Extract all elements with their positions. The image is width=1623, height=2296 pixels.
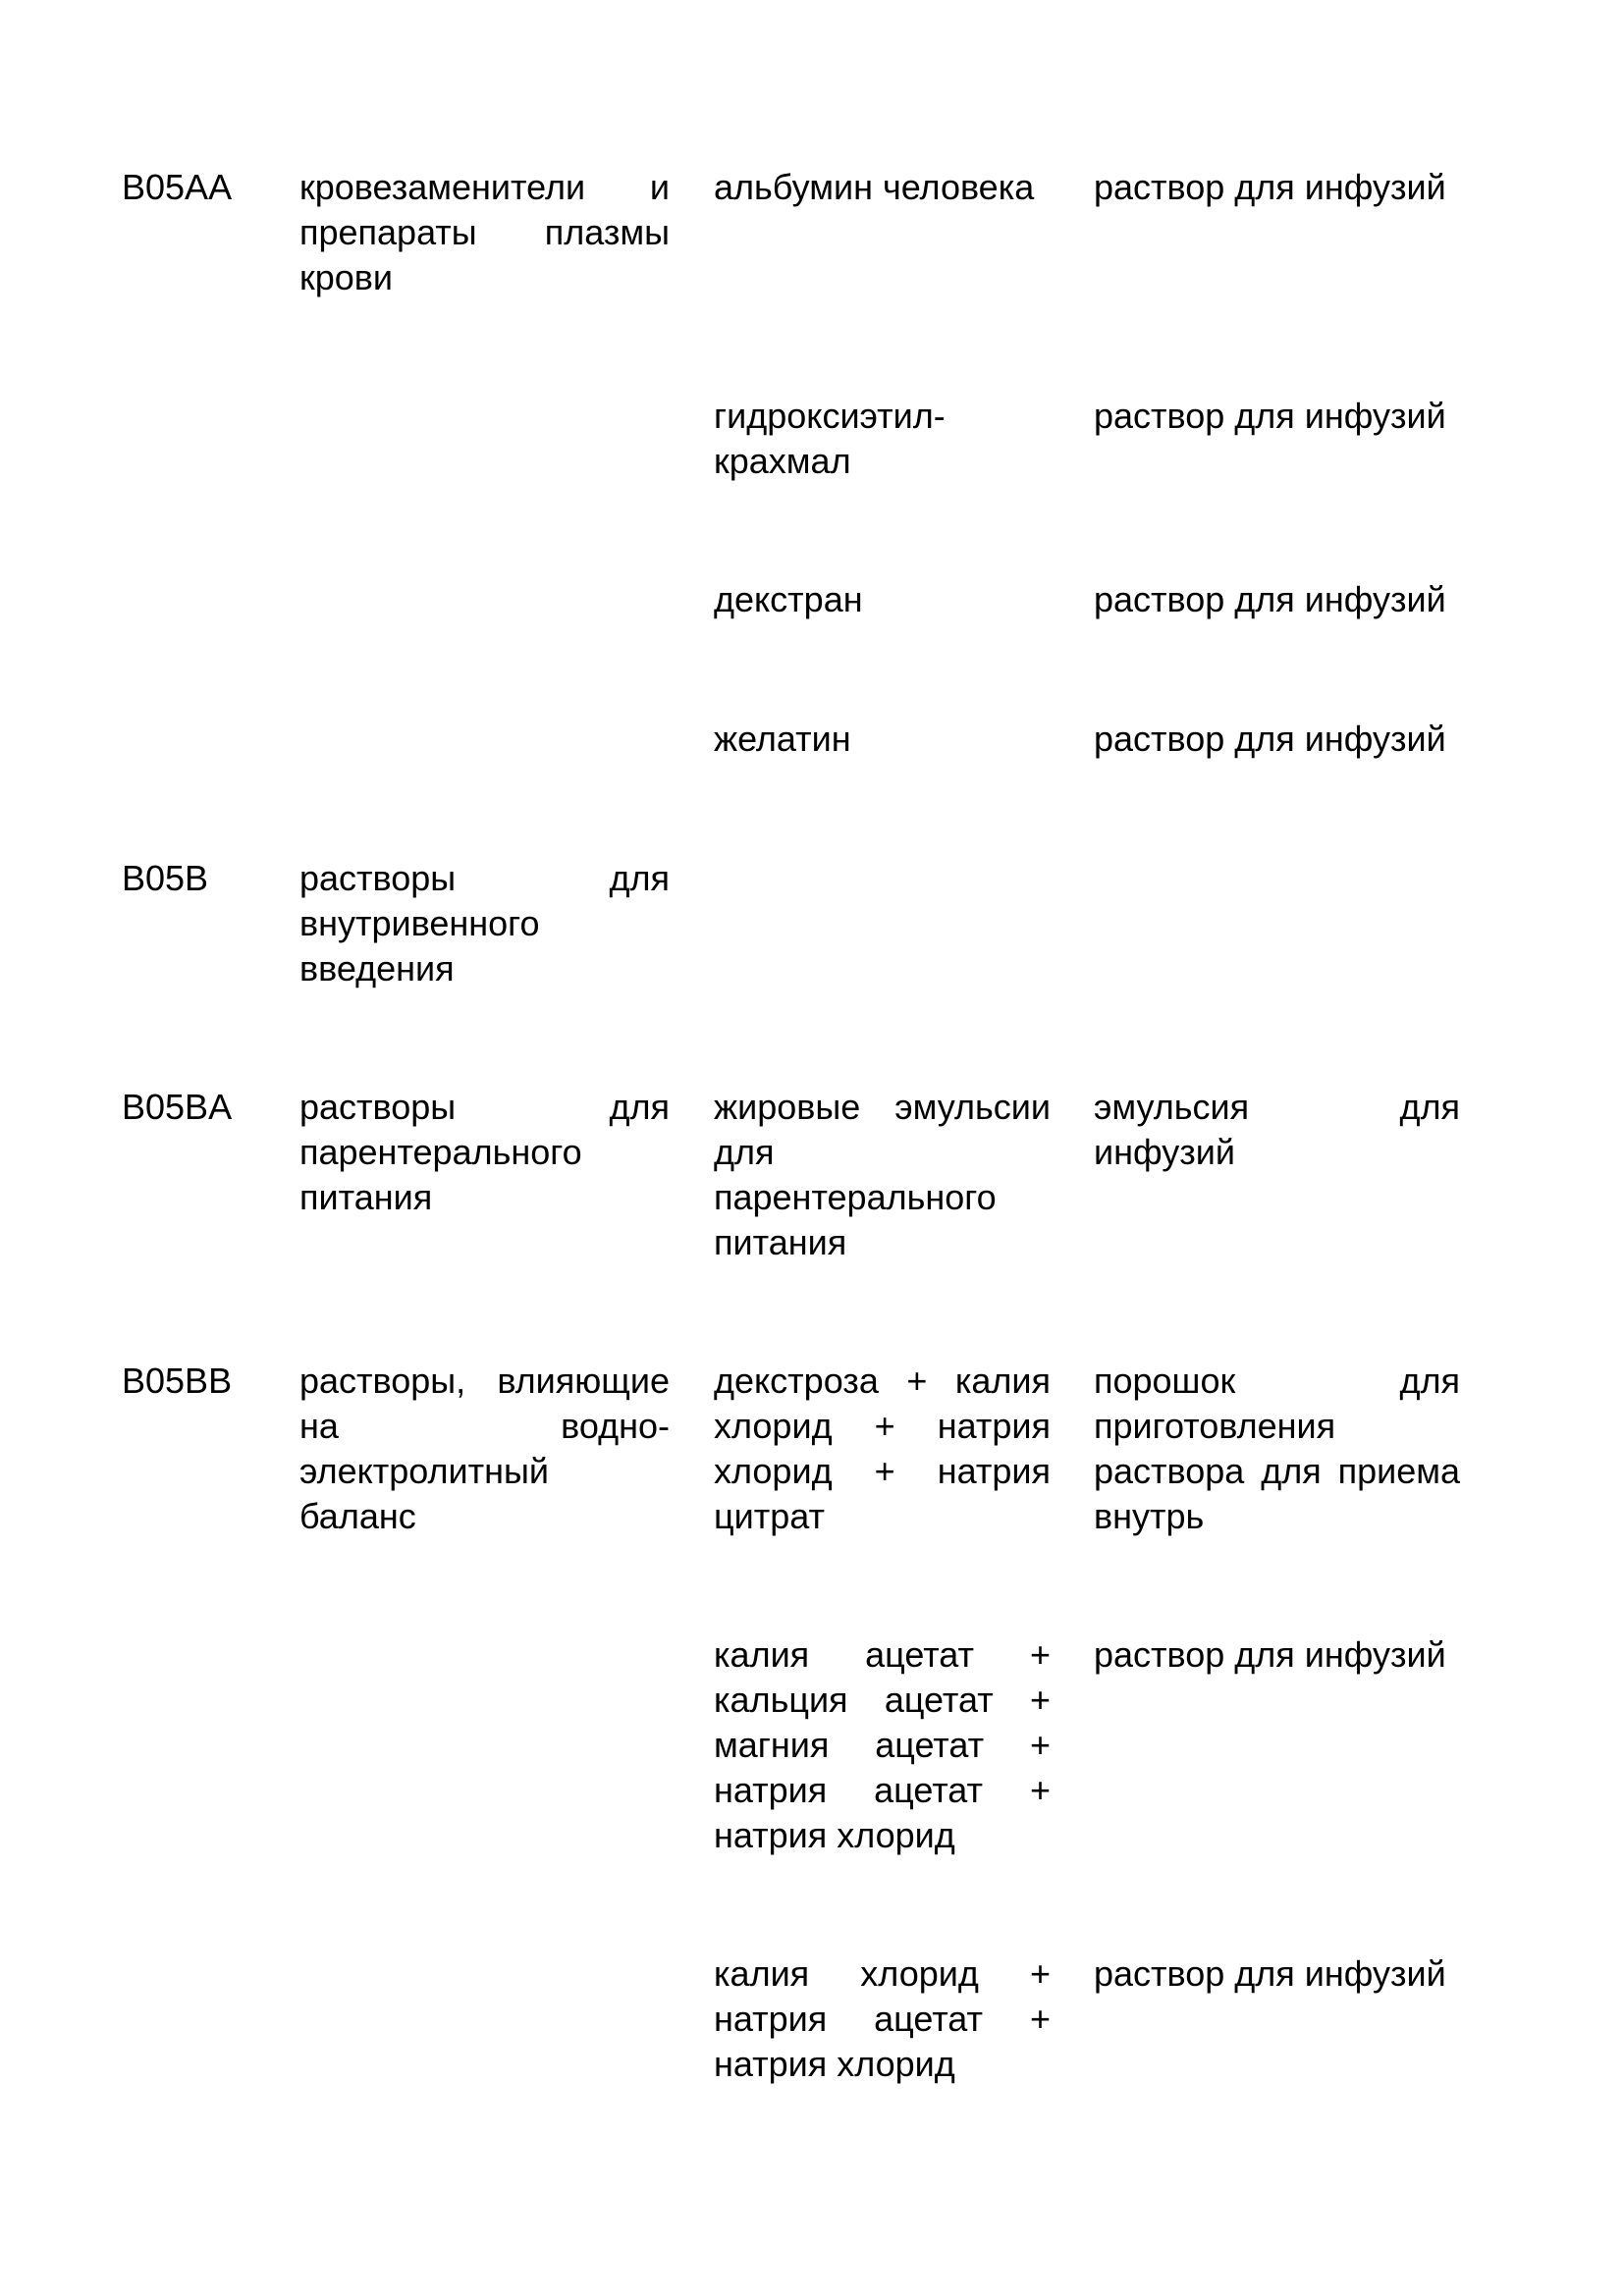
dosage-form: раствор для инфузий [1094,167,1446,207]
drug-name: гидроксиэтил-крахмал [714,396,946,481]
atc-code: B05BA [122,1087,233,1127]
pharmacological-group: растворы для внутривенного введения [299,858,670,988]
pharmacological-group: кровезаменители и препараты плазмы крови [299,167,670,297]
drug-name: альбумин человека [714,167,1035,207]
drug-name: декстроза + калия хлорид + натрия хлорид + натрия цитрат [714,1361,1051,1536]
dosage-form: раствор для инфузий [1094,1953,1446,1994]
drug-name: желатин [714,719,851,759]
atc-code: B05BB [122,1361,233,1401]
dosage-form: раствор для инфузий [1094,719,1446,759]
dosage-form: раствор для инфузий [1094,396,1446,436]
atc-code: B05B [122,858,209,898]
drug-name: жировые эмульсии для парентерального питания [714,1087,1051,1262]
pharmacological-group: растворы для парентерального питания [299,1087,670,1217]
drug-name: калия хлорид + натрия ацетат + натрия хлорид [714,1953,1051,2084]
dosage-form: раствор для инфузий [1094,1634,1446,1675]
dosage-form: порошок для приготовления раствора для приема внутрь [1094,1361,1460,1536]
drug-name: калия ацетат + кальция ацетат + магния ацетат + натрия ацетат + натрия хлорид [714,1634,1051,1855]
pharmacological-group: растворы, влияющие на водно-электролитный баланс [299,1361,670,1536]
dosage-form: раствор для инфузий [1094,579,1446,619]
dosage-form: эмульсия для инфузий [1094,1087,1460,1172]
atc-code: B05AA [122,167,233,207]
drug-name: декстран [714,579,863,619]
